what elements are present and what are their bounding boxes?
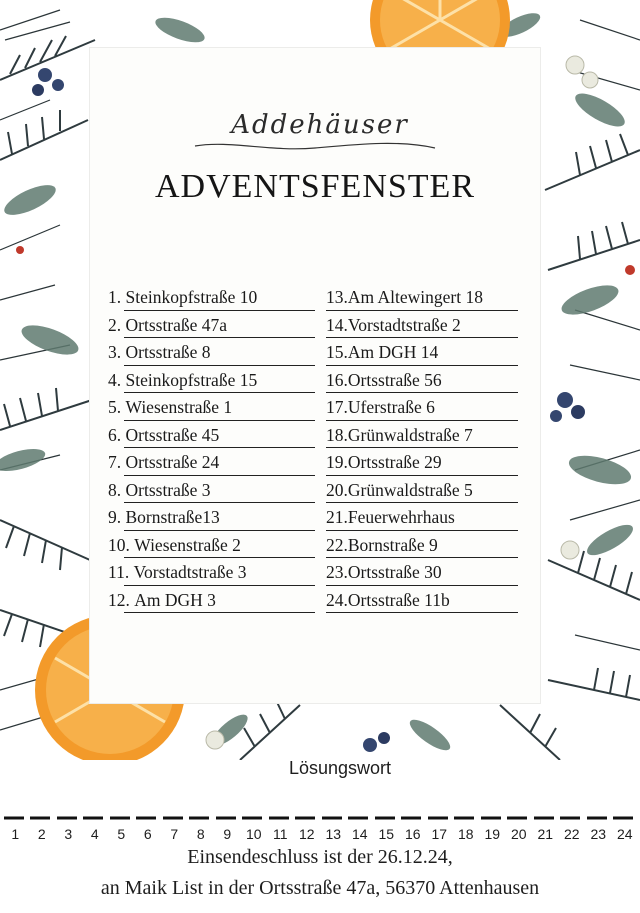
entry-street: Ortsstraße 24 — [125, 452, 220, 472]
list-item — [108, 532, 313, 560]
solution-number: 10 — [245, 826, 262, 842]
entry-street: Bornstraße13 — [125, 507, 220, 527]
entry-street: Bornstraße 9 — [347, 534, 438, 555]
list-item — [108, 312, 313, 340]
solution-number: 3 — [64, 826, 73, 842]
solution-number: 8 — [196, 826, 205, 842]
entry-street: Wiesenstraße 1 — [125, 397, 233, 417]
list-item — [108, 394, 313, 422]
entry-number: 5. — [108, 397, 122, 417]
entries-left-column — [108, 284, 313, 614]
entry-street: Am DGH 3 — [134, 589, 216, 610]
list-item — [108, 284, 313, 312]
solution-number: 22 — [563, 826, 580, 842]
script-title: Addehäuser — [231, 110, 409, 140]
entry-street: Ortsstraße 56 — [347, 369, 442, 390]
list-item — [108, 339, 313, 367]
solution-number: 13 — [325, 826, 342, 842]
list-item — [108, 477, 313, 505]
entry-street: Am Altewingert 18 — [347, 287, 483, 307]
solution-number: 5 — [117, 826, 126, 842]
list-item — [326, 559, 526, 587]
deadline-text: Einsendeschluss ist der 26.12.24, — [187, 846, 453, 868]
solution-number: 18 — [457, 826, 474, 842]
entry-street: Ortsstraße 47a — [125, 314, 228, 335]
entry-number: 3. — [108, 342, 122, 362]
entry-number: 12. — [108, 589, 130, 610]
list-item — [108, 587, 313, 615]
entry-street: Am DGH 14 — [347, 342, 439, 362]
list-item — [108, 367, 313, 395]
entry-street: Ortsstraße 45 — [125, 424, 220, 445]
entry-street: Uferstraße 6 — [347, 397, 435, 417]
entry-number: 19. — [326, 452, 348, 472]
entry-number: 14. — [326, 314, 348, 335]
entry-number: 11. — [108, 562, 130, 582]
page-title: ADVENTSFENSTER — [154, 168, 476, 205]
entry-number: 21. — [326, 507, 348, 527]
entry-street: Vorstadtstraße 2 — [347, 314, 461, 335]
solution-number: 20 — [510, 826, 527, 842]
solution-number: 1 — [11, 826, 20, 842]
entry-street: Ortsstraße 3 — [125, 479, 211, 500]
solution-number: 17 — [431, 826, 448, 842]
solution-number: 21 — [537, 826, 554, 842]
solution-label: Lösungswort — [288, 758, 392, 778]
entry-number: 4. — [108, 369, 122, 390]
list-item — [108, 559, 313, 587]
entry-number: 6. — [108, 424, 122, 445]
list-item — [326, 422, 526, 450]
solution-number: 15 — [378, 826, 395, 842]
entry-number: 20. — [326, 479, 348, 500]
solution-number: 19 — [484, 826, 501, 842]
entry-street: Ortsstraße 11b — [347, 589, 450, 610]
entry-number: 7. — [108, 452, 122, 472]
solution-number: 12 — [298, 826, 315, 842]
entry-street: Ortsstraße 30 — [347, 562, 442, 582]
entry-street: Feuerwehrhaus — [347, 507, 455, 527]
solution-number: 9 — [223, 826, 232, 842]
solution-number: 4 — [90, 826, 99, 842]
entry-number: 2. — [108, 314, 122, 335]
list-item — [326, 587, 526, 615]
entry-number: 8. — [108, 479, 122, 500]
entry-street: Steinkopfstraße 15 — [125, 369, 258, 390]
list-item — [326, 532, 526, 560]
solution-number: 11 — [272, 826, 288, 842]
entry-street: Vorstadtstraße 3 — [133, 562, 247, 582]
entry-number: 1. — [108, 287, 122, 307]
entry-number: 9. — [108, 507, 122, 527]
entry-number: 23. — [326, 562, 348, 582]
entry-street: Grünwaldstraße 5 — [347, 479, 473, 500]
list-item — [326, 504, 526, 532]
solution-number: 6 — [143, 826, 152, 842]
solution-number: 23 — [590, 826, 607, 842]
entries-right-column — [326, 284, 526, 614]
list-item — [326, 339, 526, 367]
entry-street: Wiesenstraße 2 — [134, 534, 241, 555]
list-item — [326, 394, 526, 422]
solution-number: 14 — [351, 826, 368, 842]
list-item — [326, 449, 526, 477]
entry-street: Steinkopfstraße 10 — [125, 287, 258, 307]
solution-number: 7 — [170, 826, 179, 842]
list-item — [108, 449, 313, 477]
entry-number: 13. — [326, 287, 348, 307]
entry-number: 15. — [326, 342, 348, 362]
entry-number: 18. — [326, 424, 348, 445]
solution-blanks — [2, 813, 638, 823]
entry-street: Ortsstraße 29 — [347, 452, 442, 472]
entry-number: 22. — [326, 534, 348, 555]
entry-number: 17. — [326, 397, 348, 417]
entry-street: Grünwaldstraße 7 — [347, 424, 473, 445]
entry-number: 24. — [326, 589, 348, 610]
list-item — [326, 312, 526, 340]
address-text: an Maik List in der Ortsstraße 47a, 56370 Attenhausen — [100, 877, 540, 899]
entry-number: 10. — [108, 534, 130, 555]
solution-number: 24 — [616, 826, 633, 842]
list-item — [108, 504, 313, 532]
list-item — [108, 422, 313, 450]
list-item — [326, 367, 526, 395]
solution-number: 16 — [404, 826, 421, 842]
list-item — [326, 477, 526, 505]
solution-number-row — [2, 826, 638, 844]
solution-number: 2 — [37, 826, 46, 842]
entry-number: 16. — [326, 369, 348, 390]
list-item — [326, 284, 526, 312]
entry-street: Ortsstraße 8 — [125, 342, 211, 362]
